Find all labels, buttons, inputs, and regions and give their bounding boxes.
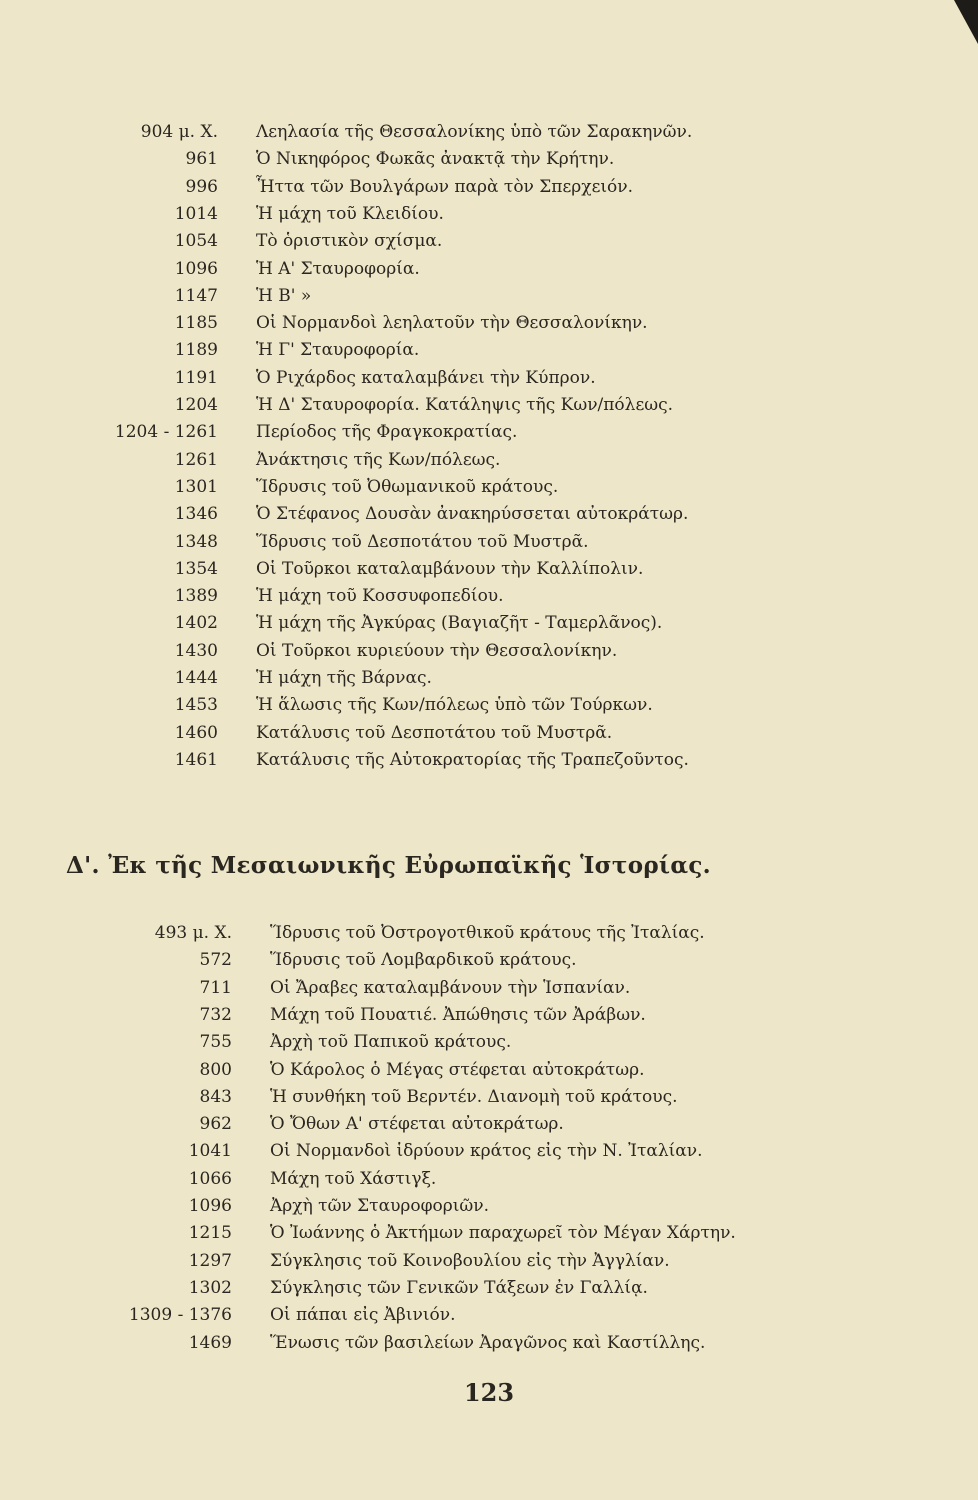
entry-event: Οἱ Τοῦρκοι καταλαμβάνουν τὴν Καλλίπολιν.: [256, 558, 644, 579]
entry-date-cell: [0, 975, 232, 1001]
entry-date: 1309 - 1376: [128, 1305, 232, 1326]
entry-date-cell: [0, 747, 218, 773]
entry-event: Οἱ πάπαι εἰς Ἀβινιόν.: [270, 1305, 456, 1326]
entry-date-cell: [0, 610, 218, 636]
entry-date-cell: [0, 228, 218, 254]
entry-date-cell: [0, 1029, 232, 1055]
entry-date: 1204 - 1261: [114, 422, 218, 443]
entry-event: Ὁ Ριχάρδος καταλαμβάνει τὴν Κύπρον.: [256, 367, 596, 388]
entry-date: 1453: [174, 695, 218, 716]
entry-event: Ὁ Ἰωάννης ὁ Ἀκτήμων παραχωρεῖ τὸν Μέγαν Χάρτην.: [270, 1223, 736, 1244]
entry-event: Ἵδρυσις τοῦ Λομβαρδικοῦ κράτους.: [270, 950, 577, 971]
entry-date-cell: [0, 720, 218, 746]
entry-event: Ἡ μάχη τοῦ Κλειδίου.: [256, 203, 444, 224]
entry-date: 1301: [174, 476, 218, 497]
entry-event: Ὁ Ὄθων Α' στέφεται αὐτοκράτωρ.: [270, 1114, 564, 1135]
entry-date: 1191: [174, 367, 218, 388]
entry-date: 1147: [174, 285, 218, 306]
entry-date-cell: [0, 365, 218, 391]
entry-date: 1204: [174, 395, 218, 415]
entry-event: Ὁ Κάρολος ὁ Μέγας στέφεται αὐτοκράτωρ.: [270, 1059, 645, 1080]
entry-date: 711: [199, 977, 232, 998]
entry-date: 1430: [174, 640, 218, 661]
entry-date: 904 μ. Χ.: [140, 122, 218, 142]
entry-event: Ἡ Γ' Σταυροφορία.: [256, 340, 420, 361]
entry-event: Ἡ Δ' Σταυροφορία. Κατάληψις τῆς Κων/πόλεως.: [256, 395, 674, 415]
entry-event: Ἵδρυσις τοῦ Ὀθωμανικοῦ κράτους.: [256, 476, 559, 497]
entry-date-cell: [0, 447, 218, 473]
entry-date: 572: [199, 950, 232, 971]
entry-event: Ἀρχὴ τοῦ Παπικοῦ κράτους.: [270, 1032, 512, 1053]
entry-event: Μάχη τοῦ Πουατιέ. Ἀπώθησις τῶν Ἀράβων.: [270, 1004, 646, 1025]
entry-date-cell: [0, 1138, 232, 1164]
entry-date-cell: [0, 1057, 232, 1083]
entry-event: Οἱ Ἄραβες καταλαμβάνουν τὴν Ἱσπανίαν.: [270, 977, 631, 998]
entry-date-cell: [0, 146, 218, 172]
entry-date: 755: [199, 1032, 232, 1053]
entry-date-cell: [0, 174, 218, 200]
entry-date-cell: [0, 920, 232, 946]
entry-date-cell: [0, 310, 218, 336]
entry-date: 961: [185, 149, 218, 170]
entry-date-cell: [0, 1166, 232, 1192]
entry-date: 1348: [174, 531, 218, 552]
entry-date: 1460: [174, 722, 218, 743]
entry-date-cell: [0, 556, 218, 582]
entry-date-cell: [0, 947, 232, 973]
entry-date: 1302: [188, 1277, 232, 1298]
entry-event: Σύγκλησις τῶν Γενικῶν Τάξεων ἐν Γαλλίᾳ.: [270, 1277, 648, 1298]
entry-event: Ἀρχὴ τῶν Σταυροφοριῶν.: [270, 1196, 490, 1216]
entry-date: 1185: [174, 313, 218, 334]
entry-date-cell: [0, 119, 218, 145]
entry-date-cell: [0, 1220, 232, 1246]
entry-event: Λεηλασία τῆς Θεσσαλονίκης ὑπὸ τῶν Σαρακηνῶν.: [256, 122, 693, 142]
entry-event: Ἧττα τῶν Βουλγάρων παρὰ τὸν Σπερχειόν.: [256, 176, 634, 197]
entry-event: Οἱ Νορμανδοὶ λεηλατοῦν τὴν Θεσσαλονίκην.: [256, 313, 648, 334]
entry-date: 1389: [174, 586, 218, 607]
entry-date: 1444: [174, 668, 218, 688]
entry-date: 1054: [174, 231, 218, 252]
page-corner-shadow: [954, 0, 978, 44]
entry-event: Ἕνωσις τῶν βασιλείων Ἀραγῶνος καὶ Καστίλλης.: [270, 1332, 706, 1353]
entry-event: Ἡ μάχη τῆς Βάρνας.: [256, 668, 432, 688]
entry-date: 843: [199, 1086, 232, 1107]
entry-event: Ἡ συνθήκη τοῦ Βερντέν. Διανομὴ τοῦ κράτους.: [270, 1086, 678, 1107]
entry-date: 1215: [188, 1223, 232, 1244]
entry-date: 1189: [174, 340, 218, 361]
entry-date-cell: [0, 1248, 232, 1274]
entry-date: 800: [199, 1059, 232, 1080]
entry-event: Κατάλυσις τῆς Αὐτοκρατορίας τῆς Τραπεζοῦντος.: [256, 749, 689, 770]
entry-date: 962: [199, 1114, 232, 1135]
entry-date: 1096: [188, 1196, 232, 1216]
entry-event: Ἡ μάχη τοῦ Κοσσυφοπεδίου.: [256, 586, 504, 607]
entry-date-cell: [0, 692, 218, 718]
section-d-heading: Δ'. Ἐκ τῆς Μεσαιωνικῆς Εὐρωπαϊκῆς Ἱστορίας.: [66, 852, 711, 879]
entry-event: Ἡ ἅλωσις τῆς Κων/πόλεως ὑπὸ τῶν Τούρκων.: [256, 695, 653, 716]
entry-date: 1297: [188, 1250, 232, 1271]
entry-date-cell: [0, 638, 218, 664]
entry-event: Ἵδρυσις τοῦ Ὀστρογοτθικοῦ κράτους τῆς Ἰταλίας.: [270, 923, 705, 943]
page-number: 123: [463, 1378, 515, 1407]
entry-event: Ὁ Στέφανος Δουσὰν ἀνακηρύσσεται αὐτοκράτωρ.: [256, 504, 689, 525]
entry-date-cell: [0, 583, 218, 609]
entry-date-cell: [0, 1084, 232, 1110]
entry-date-cell: [0, 1302, 232, 1328]
entry-date: 1354: [174, 558, 218, 579]
entry-event: Ἀνάκτησις τῆς Κων/πόλεως.: [256, 449, 501, 470]
entry-date-cell: [0, 1111, 232, 1137]
entry-date-cell: [0, 392, 218, 418]
entry-date: 1469: [188, 1332, 232, 1353]
entry-event: Ἡ Α' Σταυροφορία.: [256, 258, 420, 279]
entry-date-cell: [0, 474, 218, 500]
entry-date: 1461: [174, 749, 218, 770]
entry-event: Οἱ Τοῦρκοι κυριεύουν τὴν Θεσσαλονίκην.: [256, 640, 618, 661]
entry-event: Σύγκλησις τοῦ Κοινοβουλίου εἰς τὴν Ἀγγλίαν.: [270, 1250, 670, 1271]
entry-date: 1261: [174, 449, 218, 470]
entry-event: Ἡ μάχη τῆς Ἀγκύρας (Βαγιαζῆτ - Ταμερλᾶνος).: [256, 613, 663, 634]
entry-event: Οἱ Νορμανδοὶ ἱδρύουν κράτος εἰς τὴν Ν. Ἰταλίαν.: [270, 1141, 703, 1162]
entry-date-cell: [0, 529, 218, 555]
entry-date-cell: [0, 1002, 232, 1028]
entry-date-cell: [0, 1330, 232, 1356]
entry-date: 493 μ. Χ.: [154, 923, 232, 943]
entry-date-cell: [0, 256, 218, 282]
entry-date: 1014: [174, 203, 218, 224]
entry-date-cell: [0, 283, 218, 309]
entry-date: 1066: [188, 1168, 232, 1189]
entry-date-cell: [0, 1193, 232, 1219]
entry-event: Μάχη τοῦ Χάστιγξ.: [270, 1168, 437, 1189]
entry-date: 1402: [174, 613, 218, 634]
entry-event: Ὁ Νικηφόρος Φωκᾶς ἀνακτᾷ τὴν Κρήτην.: [256, 149, 615, 170]
entry-date-cell: [0, 665, 218, 691]
entry-date: 732: [199, 1004, 232, 1025]
entry-date: 996: [185, 176, 218, 197]
entry-date-cell: [0, 337, 218, 363]
entry-event: Ἡ Β' »: [256, 285, 312, 306]
entry-event: Περίοδος τῆς Φραγκοκρατίας.: [256, 422, 518, 443]
entry-date-cell: [0, 501, 218, 527]
entry-event: Κατάλυσις τοῦ Δεσποτάτου τοῦ Μυστρᾶ.: [256, 722, 613, 743]
entry-date: 1041: [188, 1141, 232, 1162]
entry-date-cell: [0, 201, 218, 227]
entry-date: 1346: [174, 504, 218, 525]
entry-date-cell: [0, 1275, 232, 1301]
entry-event: Ἵδρυσις τοῦ Δεσποτάτου τοῦ Μυστρᾶ.: [256, 531, 589, 552]
entry-date-cell: [0, 419, 218, 445]
entry-event: Τὸ ὁριστικὸν σχίσμα.: [256, 231, 443, 252]
entry-date: 1096: [174, 258, 218, 279]
